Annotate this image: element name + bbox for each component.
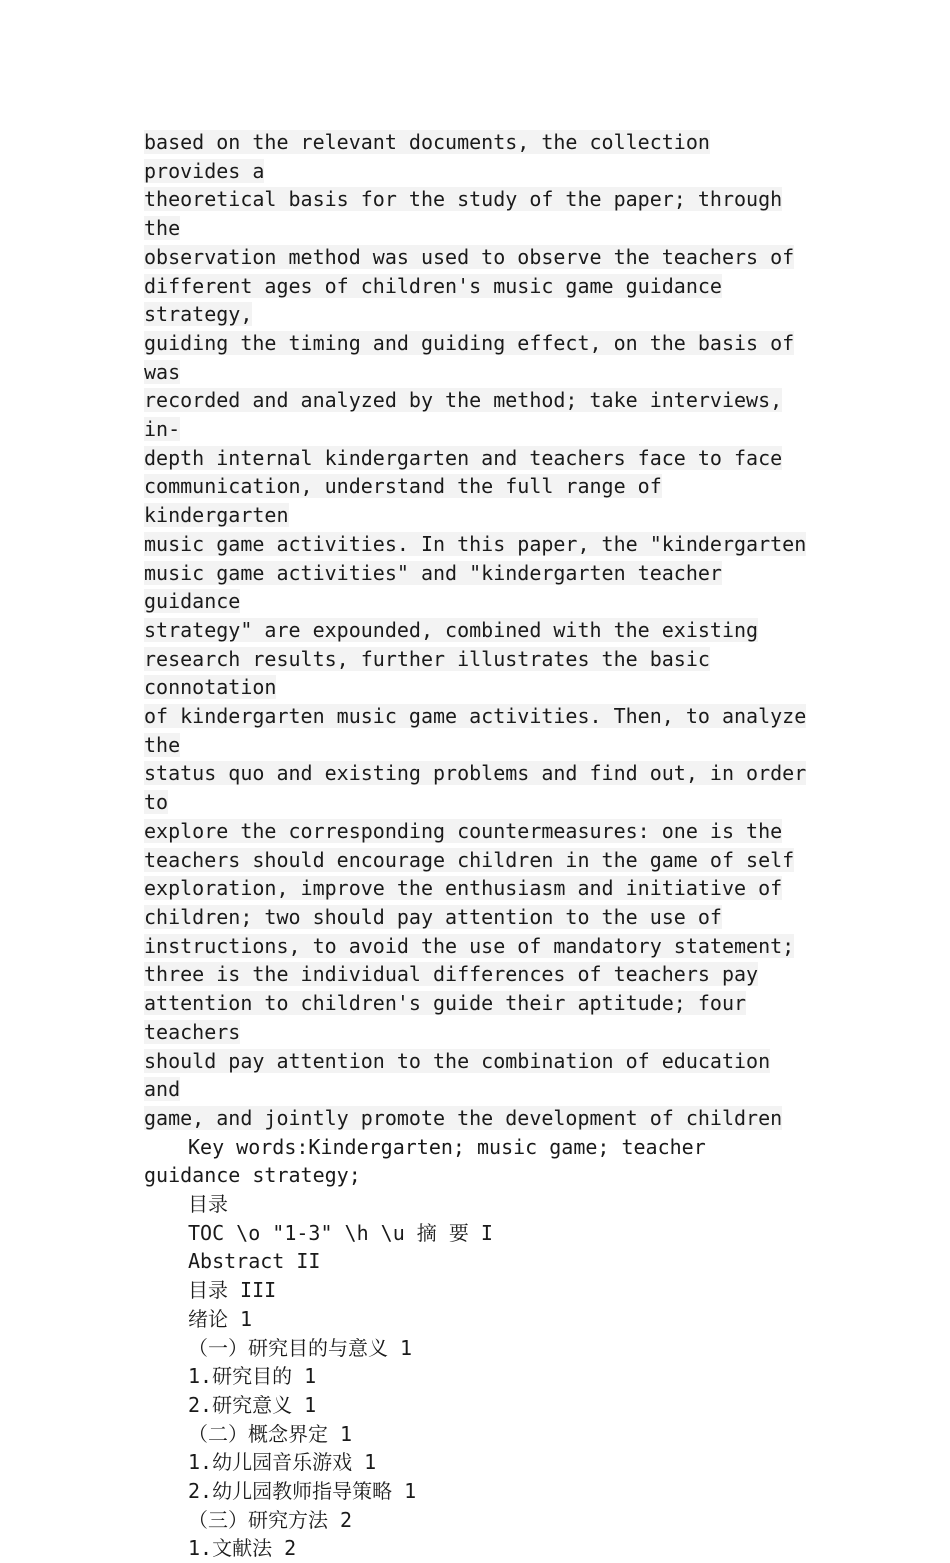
toc-entry: 1.文献法 2 [188,1536,297,1561]
toc-entry: 1.幼儿园音乐游戏 1 [188,1450,377,1475]
toc-entry: 绪论 1 [188,1306,253,1331]
toc-entry: 2.幼儿园教师指导策略 1 [188,1479,417,1504]
toc-entry: （二）概念界定 1 [188,1421,353,1446]
toc-entry: 目录 III [188,1278,277,1303]
abstract-text: based on the relevant documents, the collection provides a theoretical basis for the study of the paper; through the observation method was used to observe the teachers of different ages of children's music game guidance strategy, guiding the timing and guiding effect, on the basis of was recorded and analyzed by the method; take interviews, in- depth internal kindergarten and teachers face to face communication, understand the full range of kindergarten music game activities. In this paper, the "kindergarten music game activities" and "kindergarten teacher guidance strategy" are expounded, combined with the existing research results, further illustrates the basic connotation of kindergarten music game activities. Then, to analyze the status quo and existing problems and find out, in order to explore the corresponding countermeasures: one is the teachers should encourage children in the game of self exploration, improve the enthusiasm and initiative of children; two should pay attention to the use of instructions, to avoid the use of mandatory statement; three is the individual differences of teachers pay attention to children's guide their aptitude; four teachers should pay attention to the combination of education and game, and jointly promote the development of children [144,130,807,1130]
toc-entry: 1.研究目的 1 [188,1364,317,1389]
table-of-contents [144,1190,814,1563]
toc-entry: 目录 [188,1192,228,1217]
document-page [144,128,814,1563]
keywords-line: Key words:Kindergarten; music game; teacher guidance strategy; [144,1134,706,1188]
toc-entry: （一）研究目的与意义 1 [188,1335,413,1360]
toc-entry: Abstract II [188,1249,321,1274]
toc-entry: 2.研究意义 1 [188,1392,317,1417]
toc-entry: （三）研究方法 2 [188,1507,353,1532]
toc-entry: TOC \o "1-3" \h \u 摘 要 I [188,1220,493,1245]
abstract-paragraph [144,128,814,1133]
